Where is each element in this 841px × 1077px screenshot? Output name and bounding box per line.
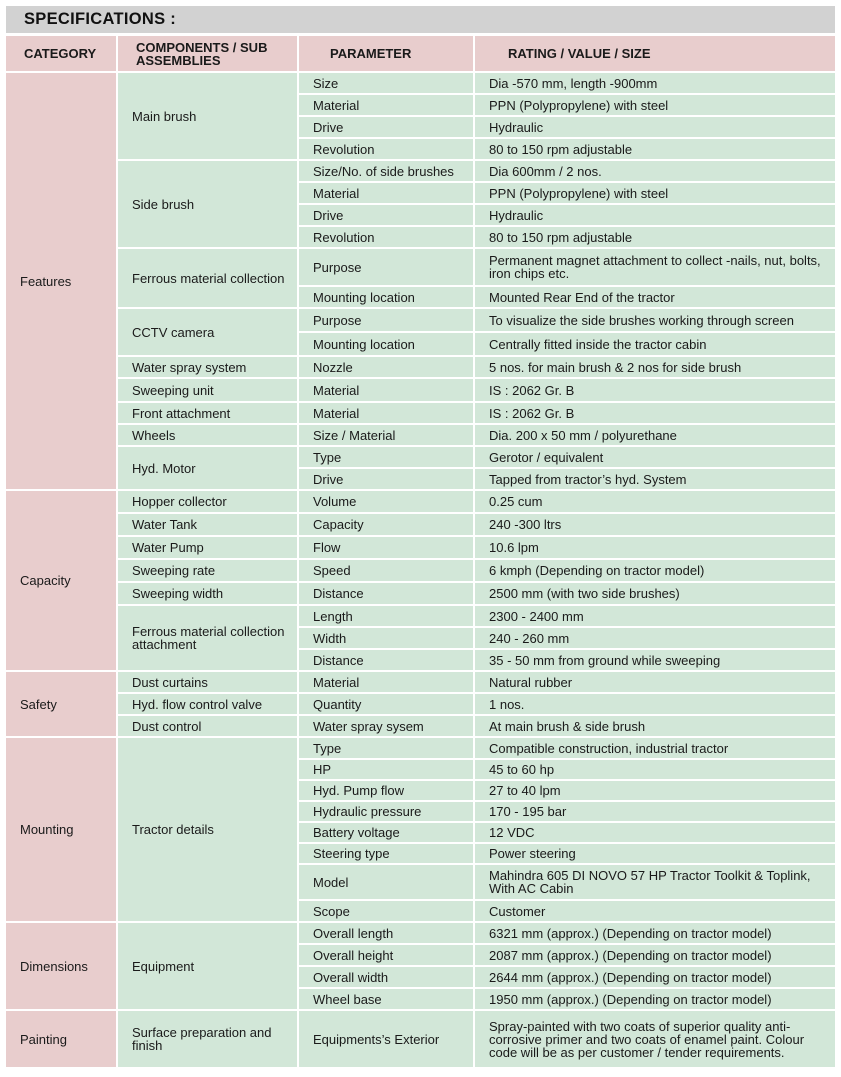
value-cell: 80 to 150 rpm adjustable bbox=[475, 227, 835, 247]
value-cell: Spray-painted with two coats of superior quality anti-corrosive primer and two coats of enamel paint. Colour code will be as per customer / tender requirements. bbox=[475, 1011, 835, 1067]
spec-body bbox=[6, 73, 835, 1067]
parameter-cell: Overall width bbox=[299, 967, 473, 987]
parameter-cell: Type bbox=[299, 738, 473, 758]
table-row bbox=[6, 425, 835, 445]
value-cell: 45 to 60 hp bbox=[475, 760, 835, 779]
header-components: COMPONENTS / SUB ASSEMBLIES bbox=[118, 36, 297, 71]
parameter-cell: Material bbox=[299, 95, 473, 115]
parameter-cell: Water spray sysem bbox=[299, 716, 473, 736]
parameter-cell: Scope bbox=[299, 901, 473, 921]
component-cell: Front attachment bbox=[118, 403, 297, 423]
value-cell: Customer bbox=[475, 901, 835, 921]
parameter-cell: Material bbox=[299, 183, 473, 203]
value-cell: 1950 mm (approx.) (Depending on tractor model) bbox=[475, 989, 835, 1009]
value-cell: Power steering bbox=[475, 844, 835, 863]
table-row bbox=[6, 309, 835, 331]
table-row bbox=[6, 357, 835, 377]
category-cell: Mounting bbox=[6, 738, 116, 921]
value-cell: Permanent magnet attachment to collect -nails, nut, bolts, iron chips etc. bbox=[475, 249, 835, 285]
value-cell: Dia -570 mm, length -900mm bbox=[475, 73, 835, 93]
table-row bbox=[6, 249, 835, 285]
table-row bbox=[6, 560, 835, 581]
parameter-cell: Equipments’s Exterior bbox=[299, 1011, 473, 1067]
parameter-cell: Size bbox=[299, 73, 473, 93]
component-cell: Side brush bbox=[118, 161, 297, 247]
parameter-cell: Drive bbox=[299, 117, 473, 137]
component-cell: Wheels bbox=[118, 425, 297, 445]
parameter-cell: Distance bbox=[299, 650, 473, 670]
value-cell: Dia. 200 x 50 mm / polyurethane bbox=[475, 425, 835, 445]
value-cell: To visualize the side brushes working through screen bbox=[475, 309, 835, 331]
parameter-cell: Drive bbox=[299, 205, 473, 225]
parameter-cell: Material bbox=[299, 672, 473, 692]
parameter-cell: Quantity bbox=[299, 694, 473, 714]
component-cell: Surface preparation and finish bbox=[118, 1011, 297, 1067]
category-cell: Dimensions bbox=[6, 923, 116, 1009]
value-cell: 5 nos. for main brush & 2 nos for side brush bbox=[475, 357, 835, 377]
value-cell: Hydraulic bbox=[475, 117, 835, 137]
table-row bbox=[6, 738, 835, 758]
category-cell: Safety bbox=[6, 672, 116, 736]
component-cell: Tractor details bbox=[118, 738, 297, 921]
table-row bbox=[6, 1011, 835, 1067]
component-cell: Hopper collector bbox=[118, 491, 297, 512]
parameter-cell: Speed bbox=[299, 560, 473, 581]
component-cell: Water Tank bbox=[118, 514, 297, 535]
value-cell: PPN (Polypropylene) with steel bbox=[475, 95, 835, 115]
value-cell: Tapped from tractor’s hyd. System bbox=[475, 469, 835, 489]
parameter-cell: Mounting location bbox=[299, 287, 473, 307]
value-cell: 2644 mm (approx.) (Depending on tractor model) bbox=[475, 967, 835, 987]
table-row bbox=[6, 583, 835, 604]
parameter-cell: Drive bbox=[299, 469, 473, 489]
value-cell: Mounted Rear End of the tractor bbox=[475, 287, 835, 307]
parameter-cell: Nozzle bbox=[299, 357, 473, 377]
parameter-cell: Revolution bbox=[299, 227, 473, 247]
value-cell: Hydraulic bbox=[475, 205, 835, 225]
category-cell: Features bbox=[6, 73, 116, 489]
value-cell: 35 - 50 mm from ground while sweeping bbox=[475, 650, 835, 670]
component-cell: Equipment bbox=[118, 923, 297, 1009]
table-row bbox=[6, 923, 835, 943]
value-cell: 2087 mm (approx.) (Depending on tractor model) bbox=[475, 945, 835, 965]
component-cell: Ferrous material collection attachment bbox=[118, 606, 297, 670]
parameter-cell: Length bbox=[299, 606, 473, 626]
table-row bbox=[6, 161, 835, 181]
value-cell: Dia 600mm / 2 nos. bbox=[475, 161, 835, 181]
table-row bbox=[6, 514, 835, 535]
value-cell: 0.25 cum bbox=[475, 491, 835, 512]
component-cell: Main brush bbox=[118, 73, 297, 159]
category-cell: Painting bbox=[6, 1011, 116, 1067]
component-cell: Water spray system bbox=[118, 357, 297, 377]
value-cell: 27 to 40 lpm bbox=[475, 781, 835, 800]
value-cell: Centrally fitted inside the tractor cabin bbox=[475, 333, 835, 355]
table-row bbox=[6, 491, 835, 512]
parameter-cell: Wheel base bbox=[299, 989, 473, 1009]
component-cell: CCTV camera bbox=[118, 309, 297, 355]
parameter-cell: HP bbox=[299, 760, 473, 779]
value-cell: IS : 2062 Gr. B bbox=[475, 379, 835, 401]
parameter-cell: Hyd. Pump flow bbox=[299, 781, 473, 800]
value-cell: Compatible construction, industrial tractor bbox=[475, 738, 835, 758]
value-cell: Gerotor / equivalent bbox=[475, 447, 835, 467]
specifications-table bbox=[4, 34, 837, 1069]
parameter-cell: Overall length bbox=[299, 923, 473, 943]
component-cell: Water Pump bbox=[118, 537, 297, 558]
specifications-title: SPECIFICATIONS : bbox=[6, 6, 835, 33]
table-row bbox=[6, 447, 835, 467]
parameter-cell: Overall height bbox=[299, 945, 473, 965]
header-parameter: PARAMETER bbox=[299, 36, 473, 71]
value-cell: 80 to 150 rpm adjustable bbox=[475, 139, 835, 159]
value-cell: PPN (Polypropylene) with steel bbox=[475, 183, 835, 203]
parameter-cell: Size/No. of side brushes bbox=[299, 161, 473, 181]
parameter-cell: Revolution bbox=[299, 139, 473, 159]
parameter-cell: Material bbox=[299, 379, 473, 401]
component-cell: Sweeping width bbox=[118, 583, 297, 604]
table-row bbox=[6, 73, 835, 93]
table-row bbox=[6, 694, 835, 714]
value-cell: 1 nos. bbox=[475, 694, 835, 714]
value-cell: 2300 - 2400 mm bbox=[475, 606, 835, 626]
header-rating: RATING / VALUE / SIZE bbox=[475, 36, 835, 71]
value-cell: Mahindra 605 DI NOVO 57 HP Tractor Toolkit & Toplink, With AC Cabin bbox=[475, 865, 835, 899]
value-cell: 240 -300 ltrs bbox=[475, 514, 835, 535]
parameter-cell: Size / Material bbox=[299, 425, 473, 445]
parameter-cell: Battery voltage bbox=[299, 823, 473, 842]
header-row bbox=[6, 36, 835, 71]
parameter-cell: Type bbox=[299, 447, 473, 467]
component-cell: Hyd. flow control valve bbox=[118, 694, 297, 714]
component-cell: Sweeping rate bbox=[118, 560, 297, 581]
value-cell: 6321 mm (approx.) (Depending on tractor model) bbox=[475, 923, 835, 943]
value-cell: IS : 2062 Gr. B bbox=[475, 403, 835, 423]
value-cell: 12 VDC bbox=[475, 823, 835, 842]
value-cell: 240 - 260 mm bbox=[475, 628, 835, 648]
table-row bbox=[6, 379, 835, 401]
table-row bbox=[6, 716, 835, 736]
component-cell: Hyd. Motor bbox=[118, 447, 297, 489]
parameter-cell: Model bbox=[299, 865, 473, 899]
value-cell: 6 kmph (Depending on tractor model) bbox=[475, 560, 835, 581]
table-row bbox=[6, 537, 835, 558]
value-cell: 10.6 lpm bbox=[475, 537, 835, 558]
component-cell: Sweeping unit bbox=[118, 379, 297, 401]
component-cell: Dust curtains bbox=[118, 672, 297, 692]
table-row bbox=[6, 606, 835, 626]
value-cell: 170 - 195 bar bbox=[475, 802, 835, 821]
parameter-cell: Hydraulic pressure bbox=[299, 802, 473, 821]
parameter-cell: Purpose bbox=[299, 309, 473, 331]
parameter-cell: Flow bbox=[299, 537, 473, 558]
value-cell: At main brush & side brush bbox=[475, 716, 835, 736]
parameter-cell: Width bbox=[299, 628, 473, 648]
parameter-cell: Capacity bbox=[299, 514, 473, 535]
parameter-cell: Material bbox=[299, 403, 473, 423]
parameter-cell: Mounting location bbox=[299, 333, 473, 355]
component-cell: Dust control bbox=[118, 716, 297, 736]
value-cell: Natural rubber bbox=[475, 672, 835, 692]
category-cell: Capacity bbox=[6, 491, 116, 670]
component-cell: Ferrous material collection bbox=[118, 249, 297, 307]
parameter-cell: Purpose bbox=[299, 249, 473, 285]
table-row bbox=[6, 403, 835, 423]
parameter-cell: Volume bbox=[299, 491, 473, 512]
table-row bbox=[6, 672, 835, 692]
parameter-cell: Steering type bbox=[299, 844, 473, 863]
parameter-cell: Distance bbox=[299, 583, 473, 604]
header-category: CATEGORY bbox=[6, 36, 116, 71]
value-cell: 2500 mm (with two side brushes) bbox=[475, 583, 835, 604]
